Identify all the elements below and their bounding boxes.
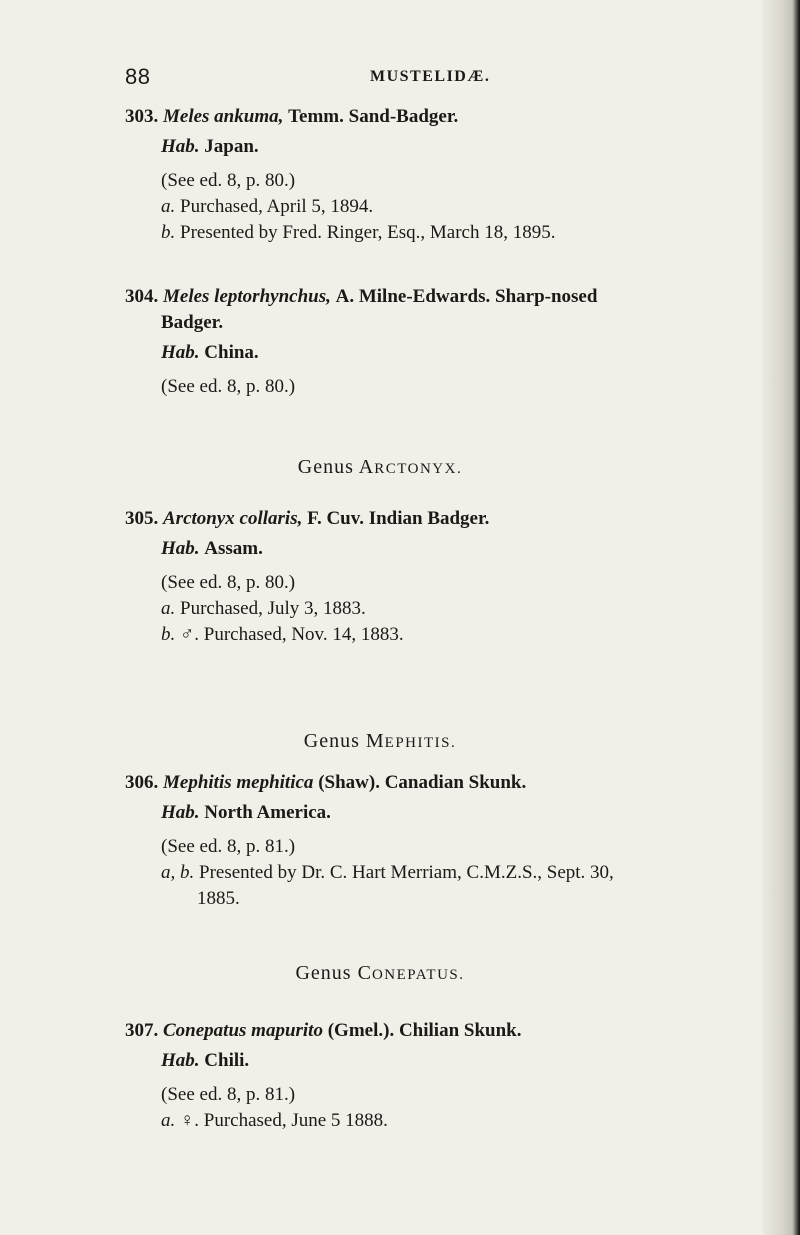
entry-title-line: [125, 1018, 725, 1044]
entry-authority-common-name: A. Milne-Edwards. Sharp-nosed: [335, 286, 598, 307]
genus-initial: M: [365, 730, 385, 752]
specimen-letter: a, b.: [161, 862, 195, 883]
entry-authority-common-name: (Shaw). Canadian Skunk.: [318, 772, 527, 793]
entry-title-line: [125, 770, 725, 796]
genus-label: Genus: [303, 730, 360, 752]
species-entry-306: [125, 770, 725, 912]
specimen-text: ♂. Purchased, Nov. 14, 1883.: [180, 624, 404, 645]
habitat-label: Hab.: [161, 136, 200, 157]
genus-rest: EPHITIS.: [384, 735, 457, 751]
species-name: Conepatus mapurito: [163, 1020, 323, 1041]
habitat-label: Hab.: [161, 342, 200, 363]
species-name: Meles leptorhynchus,: [163, 286, 331, 307]
specimen-text: Presented by Dr. C. Hart Merriam, C.M.Z.S., Sept. 30,: [199, 862, 614, 883]
specimen-item: [125, 596, 725, 622]
specimen-letter: a.: [161, 196, 176, 217]
specimen-item: [125, 220, 725, 246]
entry-authority-common-name: F. Cuv. Indian Badger.: [307, 508, 490, 529]
entry-authority-common-name: (Gmel.). Chilian Skunk.: [327, 1020, 522, 1041]
specimen-letter: b.: [161, 624, 176, 645]
specimen-item: [125, 194, 725, 220]
entry-authority-common-name: Temm. Sand-Badger.: [288, 106, 459, 127]
specimen-text: Purchased, July 3, 1883.: [180, 598, 366, 619]
habitat-value: China.: [204, 342, 259, 363]
entry-title-line: [125, 506, 725, 532]
species-entry-305: [125, 506, 725, 648]
page-number: 88: [125, 64, 151, 89]
specimen-letter: a.: [161, 598, 176, 619]
entry-number: 305.: [125, 508, 159, 529]
species-name: Mephitis mephitica: [163, 772, 314, 793]
habitat-label: Hab.: [161, 1050, 200, 1071]
habitat-line: [125, 800, 725, 826]
habitat-line: [125, 1048, 725, 1074]
genus-initial: C: [357, 962, 372, 984]
species-name: Arctonyx collaris,: [163, 508, 303, 529]
edition-reference: (See ed. 8, p. 80.): [161, 170, 296, 191]
entry-title-line: [125, 284, 725, 310]
habitat-label: Hab.: [161, 538, 200, 559]
page-header: [0, 64, 760, 94]
genus-rest: ONEPATUS.: [371, 967, 465, 983]
entry-number: 306.: [125, 772, 159, 793]
entry-number: 303.: [125, 106, 159, 127]
running-head: MUSTELIDÆ.: [370, 68, 491, 85]
species-entry-303: [125, 104, 725, 246]
specimen-text: Purchased, April 5, 1894.: [180, 196, 374, 217]
specimen-item: [125, 1108, 725, 1134]
habitat-line: [125, 536, 725, 562]
genus-heading-arctonyx: [0, 456, 760, 479]
habitat-line: [125, 340, 725, 366]
genus-heading-mephitis: [0, 730, 760, 753]
specimen-item: [125, 860, 725, 886]
entry-title-line: [125, 104, 725, 130]
species-entry-307: [125, 1018, 725, 1134]
entry-title-continuation: Badger.: [161, 312, 224, 333]
genus-label: Genus: [297, 456, 354, 478]
genus-heading-conepatus: [0, 962, 760, 985]
habitat-value: Japan.: [204, 136, 259, 157]
genus-initial: A: [358, 456, 375, 478]
edition-reference: (See ed. 8, p. 81.): [161, 836, 296, 857]
habitat-value: North America.: [204, 802, 331, 823]
page-edge-shadow: [762, 0, 800, 1235]
specimen-text: ♀. Purchased, June 5 1888.: [180, 1110, 388, 1131]
specimen-letter: b.: [161, 222, 176, 243]
specimen-text: Presented by Fred. Ringer, Esq., March 18, 1895.: [180, 222, 556, 243]
edition-reference: (See ed. 8, p. 81.): [161, 1084, 296, 1105]
habitat-value: Assam.: [204, 538, 263, 559]
entry-number: 304.: [125, 286, 159, 307]
habitat-value: Chili.: [204, 1050, 250, 1071]
genus-rest: RCTONYX.: [374, 461, 463, 477]
habitat-line: [125, 134, 725, 160]
specimen-text-continuation: 1885.: [197, 888, 240, 909]
entry-number: 307.: [125, 1020, 159, 1041]
specimen-item: [125, 622, 725, 648]
species-entry-304: [125, 284, 725, 400]
edition-reference: (See ed. 8, p. 80.): [161, 572, 296, 593]
species-name: Meles ankuma,: [163, 106, 284, 127]
edition-reference: (See ed. 8, p. 80.): [161, 376, 296, 397]
genus-label: Genus: [295, 962, 352, 984]
habitat-label: Hab.: [161, 802, 200, 823]
specimen-letter: a.: [161, 1110, 176, 1131]
